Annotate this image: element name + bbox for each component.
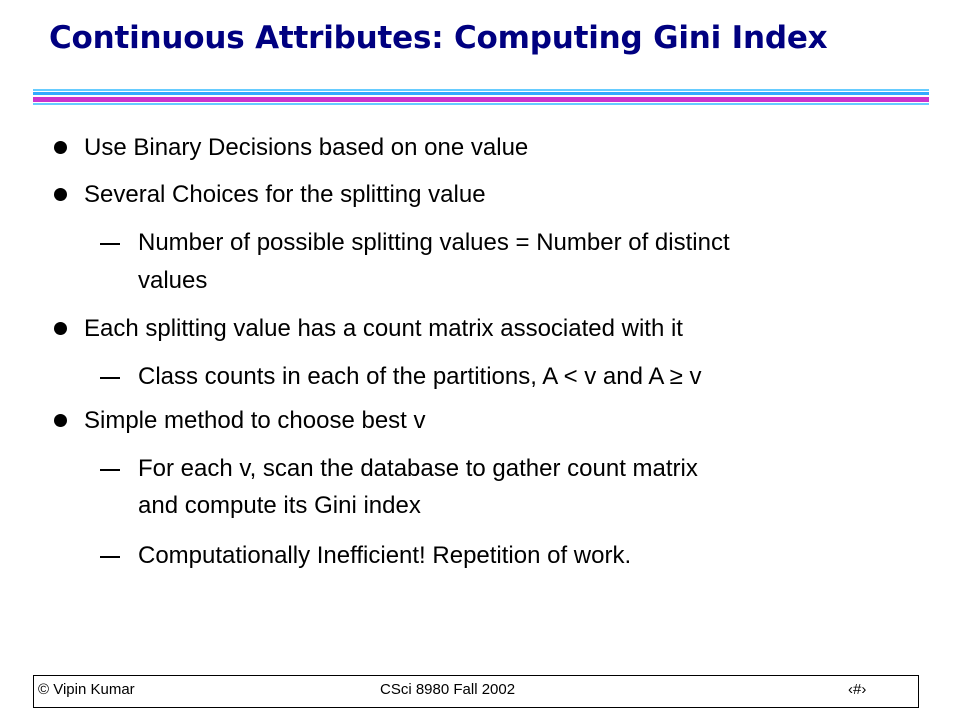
bullet-text: Several Choices for the splitting value xyxy=(84,181,486,208)
sub-bullet-text-continued: values xyxy=(138,267,208,294)
sub-bullet-text-continued: and compute its Gini index xyxy=(138,492,421,519)
bullet-dot-icon xyxy=(54,322,67,335)
bullet-text: Simple method to choose best v xyxy=(84,407,426,434)
dash-icon xyxy=(100,243,120,245)
bullet-text: Each splitting value has a count matrix associated with it xyxy=(84,315,683,342)
dash-icon xyxy=(100,556,120,558)
bullet-dot-icon xyxy=(54,188,67,201)
dash-icon xyxy=(100,377,120,379)
footer-page-number: ‹#› xyxy=(848,681,867,698)
slide-title: Continuous Attributes: Computing Gini Index xyxy=(49,20,828,56)
dash-icon xyxy=(100,469,120,471)
bullet-dot-icon xyxy=(54,141,67,154)
sub-bullet-text: Computationally Inefficient! Repetition of work. xyxy=(138,542,632,569)
footer-author: © Vipin Kumar xyxy=(38,681,135,698)
sub-bullet-text: Number of possible splitting values = Number of distinct xyxy=(138,229,730,256)
sub-bullet-text: Class counts in each of the partitions, A < v and A ≥ v xyxy=(138,363,702,390)
bullet-dot-icon xyxy=(54,414,67,427)
bullet-text: Use Binary Decisions based on one value xyxy=(84,134,529,161)
footer-course: CSci 8980 Fall 2002 xyxy=(380,681,516,698)
sub-bullet-text: For each v, scan the database to gather count matrix xyxy=(138,455,698,482)
